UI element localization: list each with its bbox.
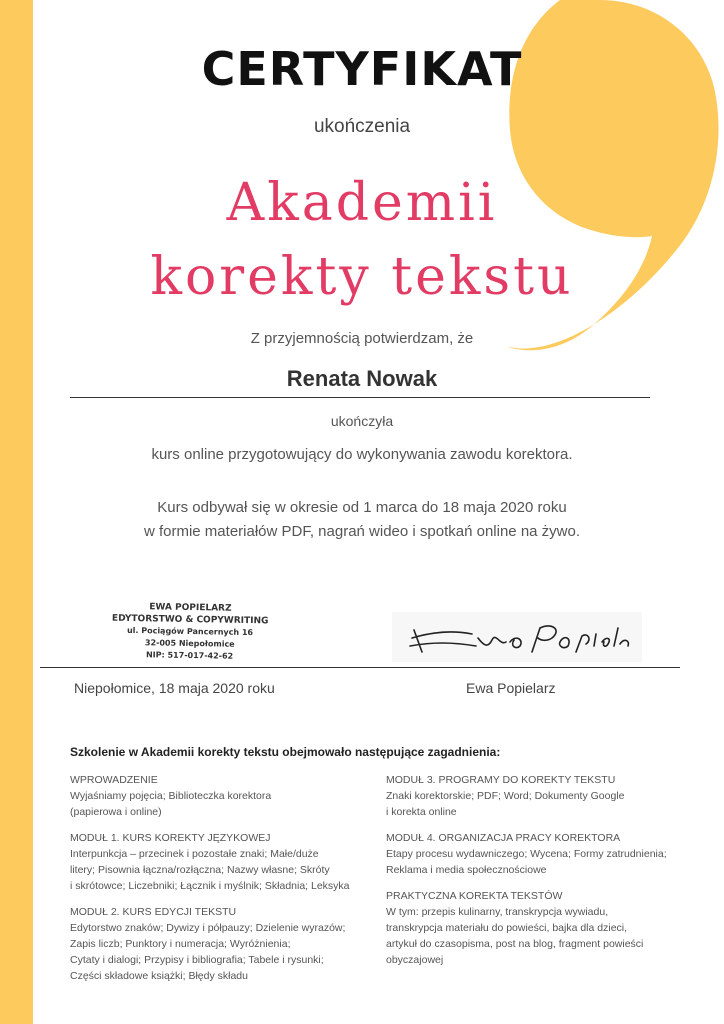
period-line2: w formie materiałów PDF, nagrań wideo i spotkań online na żywo. bbox=[143, 523, 581, 540]
stamp-line3: ul. Pociągów Pancernych 16 bbox=[126, 625, 254, 638]
stamp-line4: 32-005 Niepołomice bbox=[144, 638, 235, 649]
topic-module-line: Cytaty i dialogi; Przypisy i bibliografia; Tabele i rysunki; bbox=[70, 954, 324, 966]
topic-module-line: litery; Pisownia łączna/rozłączna; Nazwy własne; Skróty bbox=[70, 864, 330, 876]
topic-module-title: PRAKTYCZNA KOREKTA TEKSTÓW bbox=[386, 890, 563, 902]
signer-name: Ewa Popielarz bbox=[466, 680, 556, 696]
completed-text: ukończyła bbox=[330, 413, 394, 429]
confirmation-text: Z przyjemnością potwierdzam, że bbox=[250, 330, 474, 347]
stamp-line5: NIP: 517-017-42-62 bbox=[145, 650, 234, 661]
topic-module-line: Wyjaśniamy pojęcia; Biblioteczka korektora bbox=[70, 790, 272, 802]
topic-module-title: MODUŁ 2. KURS EDYCJI TEKSTU bbox=[70, 906, 237, 918]
topics-right-column bbox=[386, 772, 686, 978]
period-line1: Kurs odbywał się w okresie od 1 marca do 18 maja 2020 roku bbox=[157, 499, 567, 516]
topic-module-line: Edytorstwo znaków; Dywizy i półpauzy; Dzielenie wyrazów; bbox=[70, 922, 346, 934]
topic-module bbox=[70, 904, 370, 984]
certificate-title: CERTYFIKAT bbox=[201, 42, 523, 96]
topic-module-line: Etapy procesu wydawniczego; Wycena; Formy zatrudnienia; bbox=[386, 848, 667, 860]
course-period bbox=[0, 496, 724, 544]
topic-module-line: i skrótowce; Liczebniki; Łącznik i myślnik; Składnia; Leksyka bbox=[70, 880, 350, 892]
topic-module-line: (papierowa i online) bbox=[70, 806, 162, 818]
topic-module-line: transkrypcja materiału do powieści, bajka dla dzieci, bbox=[386, 922, 628, 934]
topic-module-line: Reklama i media społecznościowe bbox=[386, 864, 547, 876]
topic-module bbox=[70, 772, 370, 820]
topic-module-title: MODUŁ 4. ORGANIZACJA PRACY KOREKTORA bbox=[386, 832, 621, 844]
topic-module-title: WPROWADZENIE bbox=[70, 774, 158, 786]
recipient-name: Renata Nowak bbox=[286, 366, 438, 391]
topic-module-line: Części składowe książki; Błędy składu bbox=[70, 970, 248, 982]
topic-module-line: obyczajowej bbox=[386, 954, 444, 966]
course-title-line2: korekty tekstu bbox=[150, 247, 574, 307]
topic-module bbox=[386, 772, 686, 820]
stamp-line1: EWA POPIELARZ bbox=[149, 602, 232, 614]
course-title bbox=[0, 166, 724, 314]
topic-module-line: Interpunkcja – przecinek i pozostałe znaki; Małe/duże bbox=[70, 848, 319, 860]
topic-module bbox=[386, 830, 686, 878]
topic-module-line: i korekta online bbox=[386, 806, 457, 818]
certificate-subtitle: ukończenia bbox=[313, 116, 411, 137]
signature-line bbox=[40, 667, 680, 668]
course-title-line1: Akademii bbox=[226, 173, 498, 233]
course-description: kurs online przygotowujący do wykonywania zawodu korektora. bbox=[151, 446, 573, 463]
handwritten-signature bbox=[392, 612, 642, 662]
company-stamp bbox=[109, 601, 270, 664]
topic-module bbox=[70, 830, 370, 894]
name-underline bbox=[70, 397, 650, 398]
topic-module-title: MODUŁ 1. KURS KOREKTY JĘZYKOWEJ bbox=[70, 832, 271, 844]
topic-module-line: Zapis liczb; Punktory i numeracja; Wyróżnienia; bbox=[70, 938, 291, 950]
stamp-line2: EDYTORSTWO & COPYWRITING bbox=[111, 613, 269, 627]
topic-module-line: artykuł do czasopisma, post na blog, fragment powieści bbox=[386, 938, 644, 950]
topics-left-column bbox=[70, 772, 370, 994]
topic-module bbox=[386, 888, 686, 968]
topics-heading: Szkolenie w Akademii korekty tekstu obejmowało następujące zagadnienia: bbox=[70, 745, 501, 759]
place-and-date: Niepołomice, 18 maja 2020 roku bbox=[74, 680, 275, 696]
topic-module-title: MODUŁ 3. PROGRAMY DO KOREKTY TEKSTU bbox=[386, 774, 616, 786]
topic-module-line: Znaki korektorskie; PDF; Word; Dokumenty Google bbox=[386, 790, 625, 802]
topic-module-line: W tym: przepis kulinarny, transkrypcja wywiadu, bbox=[386, 906, 609, 918]
